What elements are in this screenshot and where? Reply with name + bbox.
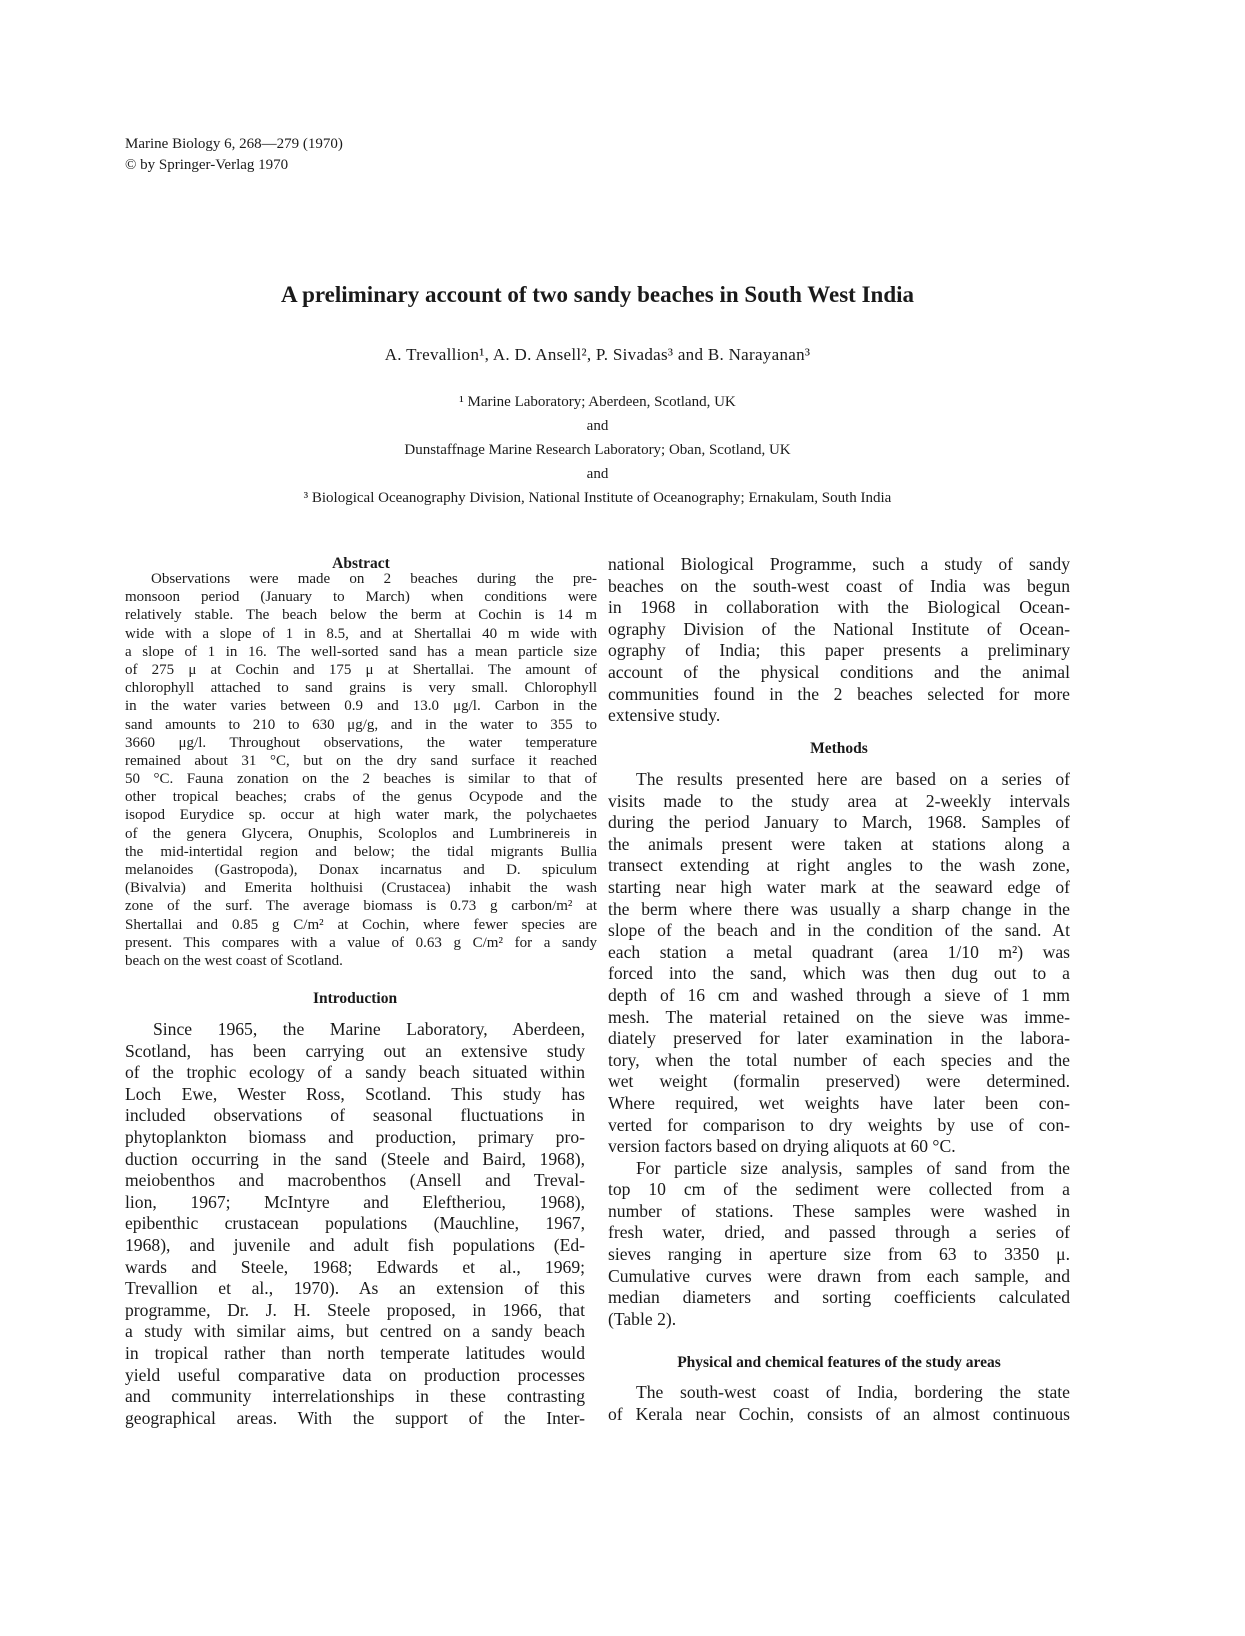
methods-heading: Methods [810,740,868,757]
introduction-heading: Introduction [312,990,398,1007]
introduction-text-continued [608,554,1070,727]
text-line: programme, Dr. J. H. Steele proposed, in 1966, that [125,1299,585,1320]
affiliation-2: Dunstaffnage Marine Research Laboratory; Oban, Scotland, UK [404,442,791,458]
affiliation-1: ¹ Marine Laboratory; Aberdeen, Scotland, UK [459,394,736,410]
text-line: account of the physical conditions and the animal [608,661,1070,682]
text-line: communities found in the 2 beaches selected for more [608,683,1070,704]
copyright-notice: © by Springer-Verlag 1970 [125,157,289,173]
text-line: isopod Eurydice sp. occur at high water mark, the polychaetes [125,807,597,824]
text-line: in the water varies between 0.9 and 13.0 μg/l. Carbon in the [125,698,597,715]
text-line: mesh. The material retained on the sieve was imme- [608,1006,1070,1027]
text-line: tory, when the total number of each species and the [608,1049,1070,1070]
text-line: wards and Steele, 1968; Edwards et al., 1969; [125,1256,585,1277]
text-line: version factors based on drying aliquots at 60 °C. [608,1136,956,1157]
text-line: in 1968 in collaboration with the Biological Ocean- [608,597,1070,618]
text-line: diately preserved for later examination in the labora- [608,1028,1070,1049]
text-line: zone of the surf. The average biomass is 0.73 g carbon/m² at [125,898,597,915]
text-line: (Bivalvia) and Emerita holthuisi (Crustacea) inhabit the wash [125,880,597,897]
methods-text [608,769,1070,1330]
text-line: depth of 16 cm and washed through a sieve of 1 mm [608,984,1070,1005]
paper-title: A preliminary account of two sandy beaches in South West India [280,282,915,307]
text-line: duction occurring in the sand (Steele and Baird, 1968), [125,1148,585,1169]
text-line: national Biological Programme, such a study of sandy [608,554,1070,574]
text-line: 50 °C. Fauna zonation on the 2 beaches is similar to that of [125,771,597,788]
text-line: phytoplankton biomass and production, primary pro- [125,1126,585,1147]
text-line: other tropical beaches; crabs of the genus Ocypode and the [125,789,597,806]
text-line: of the trophic ecology of a sandy beach situated within [125,1062,585,1083]
text-line: epibenthic crustacean populations (Mauchline, 1967, [125,1213,585,1234]
abstract-text [125,570,597,970]
text-line: The south-west coast of India, bordering the state [636,1382,1070,1402]
text-line: top 10 cm of the sediment were collected from a [608,1179,1070,1200]
text-line: transect extending at right angles to the wash zone, [608,855,1070,876]
text-line: visits made to the study area at 2-weekly intervals [608,790,1070,811]
text-line: in tropical rather than north temperate latitudes would [125,1342,585,1363]
text-line: number of stations. These samples were washed in [608,1200,1070,1221]
text-line: For particle size analysis, samples of sand from the [636,1157,1070,1178]
text-line: included observations of seasonal fluctuations in [125,1105,585,1126]
text-line: of 275 μ at Cochin and 175 μ at Shertallai. The amount of [125,661,597,678]
text-line: and community interrelationships in these contrasting [125,1386,585,1407]
text-line: the mid-intertidal region and below; the tidal migrants Bullia [125,843,597,860]
text-line: monsoon period (January to March) when conditions were [125,589,597,606]
abstract-heading: Abstract [332,555,390,572]
text-line: The results presented here are based on a series of [636,769,1070,789]
text-line: each station a metal quadrant (area 1/10 m²) was [608,941,1070,962]
text-line: the berm where there was usually a sharp change in the [608,898,1070,919]
text-line: (Table 2). [608,1308,677,1329]
affiliation-and-1: and [586,418,609,434]
text-line: fresh water, dried, and passed through a series of [608,1222,1070,1243]
text-line: the animals present were taken at stations along a [608,833,1070,854]
text-line: beaches on the south-west coast of India was begun [608,575,1070,596]
text-line: Observations were made on 2 beaches during the pre- [151,571,597,587]
text-line: relatively stable. The beach below the berm at Cochin is 14 m [125,607,597,624]
text-line: Cumulative curves were drawn from each sample, and [608,1265,1070,1286]
text-line: during the period January to March, 1968. Samples of [608,812,1070,833]
text-line: geographical areas. With the support of the Inter- [125,1407,585,1428]
text-line: wide with a slope of 1 in 8.5, and at Shertallai 40 m wide with [125,625,597,642]
text-line: Scotland, has been carrying out an extensive study [125,1040,585,1061]
text-line: sieves ranging in aperture size from 63 to 3350 μ. [608,1244,1070,1265]
text-line: yield useful comparative data on production processes [125,1364,585,1385]
text-line: Loch Ewe, Wester Ross, Scotland. This study has [125,1083,585,1104]
text-line: chlorophyll attached to sand grains is very small. Chlorophyll [125,680,597,697]
text-line: 1968), and juvenile and adult fish populations (Ed- [125,1234,585,1255]
text-line: present. This compares with a value of 0.63 g C/m² for a sandy [125,934,597,951]
text-line: Where required, wet weights have later been con- [608,1092,1070,1113]
journal-citation: Marine Biology 6, 268—279 (1970) [125,136,343,152]
text-line: ography of India; this paper presents a preliminary [608,640,1070,661]
text-line: Trevallion et al., 1970). As an extension of this [125,1278,585,1299]
text-line: meiobenthos and macrobenthos (Ansell and Treval- [125,1170,585,1191]
text-line: 3660 μg/l. Throughout observations, the water temperature [125,734,597,751]
affiliation-and-2: and [586,466,609,482]
text-line: Shertallai and 0.85 g C/m² at Cochin, where fewer species are [125,916,597,933]
text-line: median diameters and sorting coefficients calculated [608,1287,1070,1308]
text-line: sand amounts to 210 to 630 μg/g, and in the water to 355 to [125,716,597,733]
text-line: ography Division of the National Institute of Ocean- [608,618,1070,639]
text-line: lion, 1967; McIntyre and Eleftheriou, 1968), [125,1191,585,1212]
text-line: extensive study. [608,705,721,726]
text-line: Since 1965, the Marine Laboratory, Aberdeen, [153,1019,585,1039]
text-line: a study with similar aims, but centred on a sandy beach [125,1321,585,1342]
text-line: verted for comparison to dry weights by use of con- [608,1114,1070,1135]
text-line: of Kerala near Cochin, consists of an almost continuous [608,1403,1070,1424]
physical-features-heading: Physical and chemical features of the study areas [677,1354,1001,1371]
physical-features-text [608,1382,1070,1425]
text-line: beach on the west coast of Scotland. [125,952,343,969]
affiliation-3: ³ Biological Oceanography Division, National Institute of Oceanography; Ernakulam, South India [303,490,892,506]
text-line: starting near high water mark at the seaward edge of [608,876,1070,897]
text-line: of the genera Glycera, Onuphis, Scoloplos and Lumbrinereis in [125,825,597,842]
text-line: melanoides (Gastropoda), Donax incarnatus and D. spiculum [125,862,597,878]
text-line: remained about 31 °C, but on the dry sand surface it reached [125,752,597,769]
text-line: wet weight (formalin preserved) were determined. [608,1071,1070,1092]
text-line: a slope of 1 in 16. The well-sorted sand has a mean particle size [125,643,597,660]
author-list: A. Trevallion¹, A. D. Ansell², P. Sivadas³ and B. Narayanan³ [384,345,811,364]
text-line: forced into the sand, which was then dug out to a [608,963,1070,984]
text-line: slope of the beach and in the condition of the sand. At [608,920,1070,941]
introduction-text [125,1019,585,1429]
